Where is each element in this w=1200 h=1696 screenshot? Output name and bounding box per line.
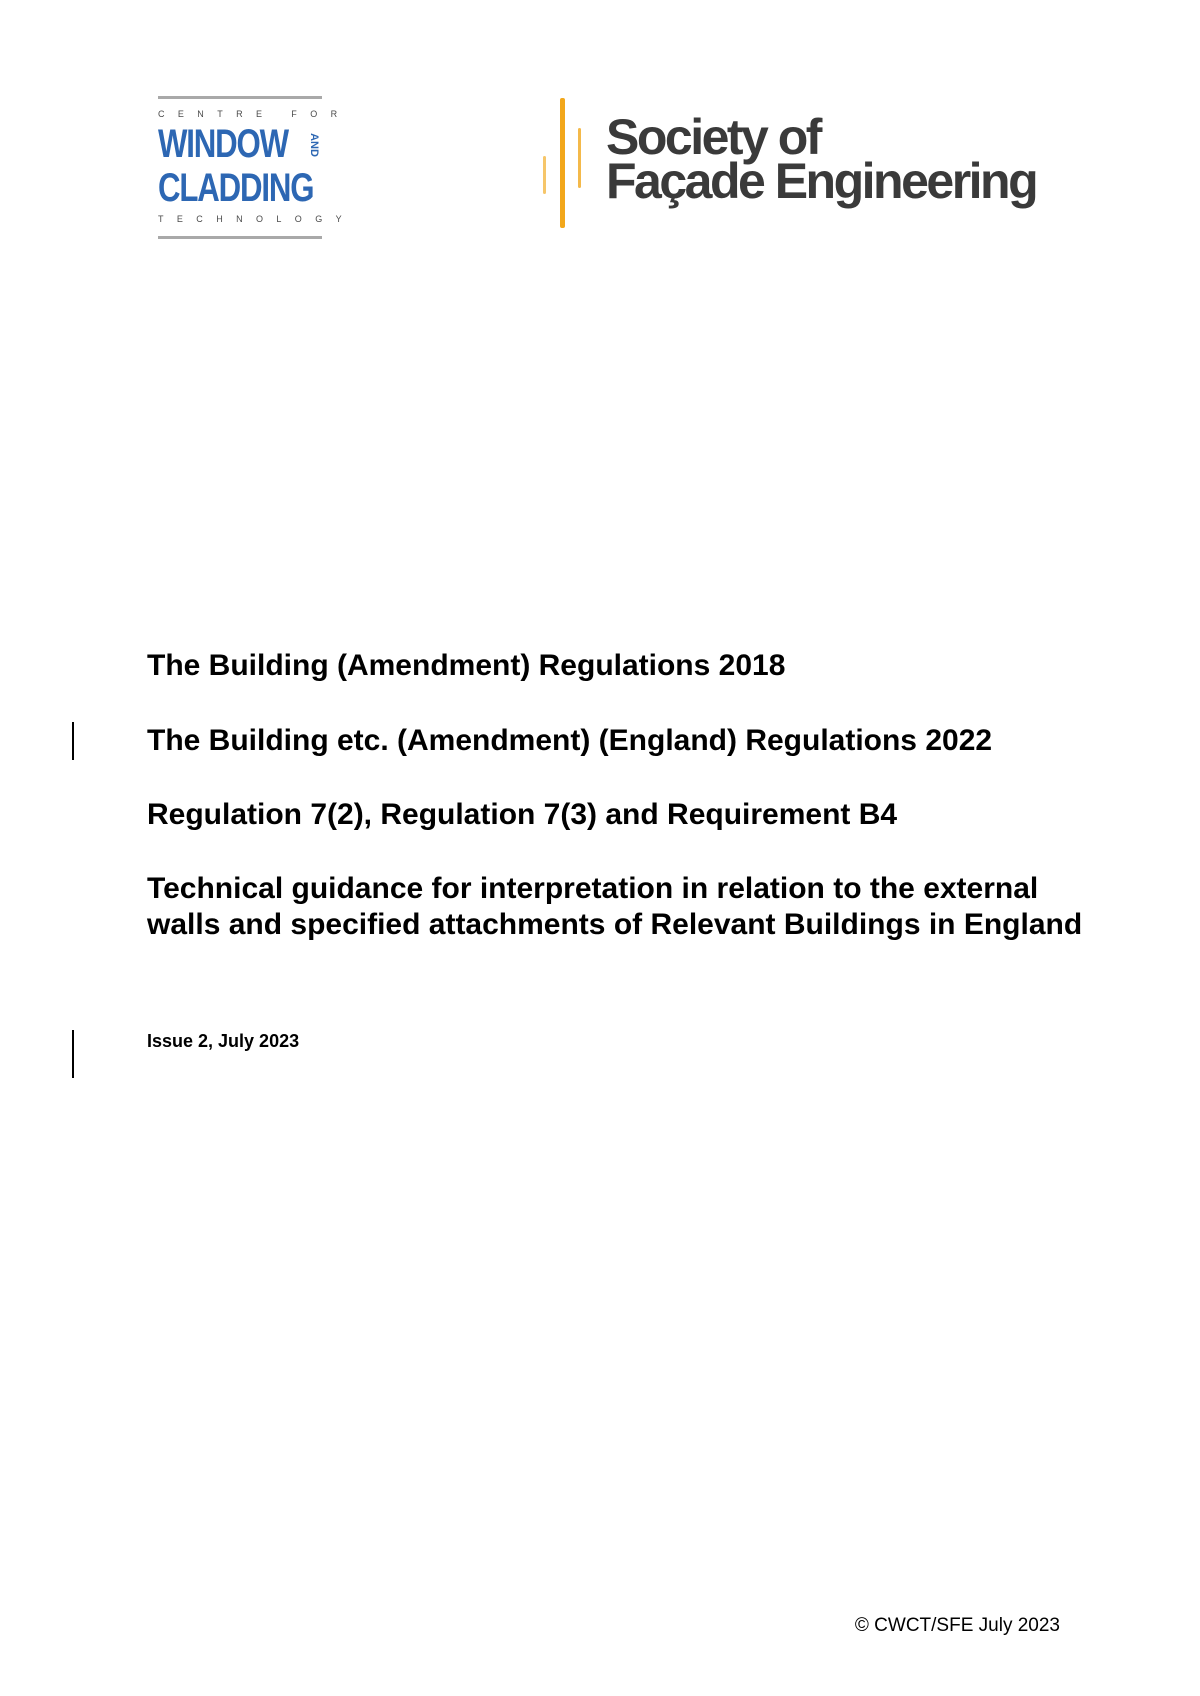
- sfe-logo-line2: Façade Engineering: [606, 153, 1037, 209]
- cwct-logo-top-text: CENTRE FOR: [158, 109, 351, 119]
- cwct-logo-bottom-rule: [158, 236, 322, 239]
- sfe-logo-line1: Society of: [606, 109, 820, 165]
- cwct-logo-top-rule: [158, 96, 322, 99]
- cwct-logo-window-text: WINDOW: [158, 122, 288, 166]
- cwct-logo-and-text: AND: [308, 133, 320, 157]
- heading-building-amendment-2018: The Building (Amendment) Regulations 2018: [147, 649, 786, 682]
- cwct-logo-and: [308, 126, 321, 166]
- heading-building-amendment-2022: The Building etc. (Amendment) (England) Regulations 2022: [147, 724, 993, 757]
- sfe-logo-bar: [578, 128, 581, 188]
- issue-date: Issue 2, July 2023: [147, 1031, 300, 1051]
- heading-regulation-7: Regulation 7(2), Regulation 7(3) and Requirement B4: [147, 798, 898, 831]
- cwct-logo-cladding-text: CLADDING: [158, 166, 314, 210]
- copyright-notice: © CWCT/SFE July 2023: [854, 1615, 1060, 1636]
- cwct-logo-bottom-text: TECHNOLOGY: [158, 214, 356, 224]
- revision-change-bar: [72, 722, 74, 760]
- sfe-logo-bar: [560, 98, 565, 228]
- revision-change-bar: [72, 1030, 74, 1078]
- cwct-logo: [158, 96, 356, 240]
- sfe-logo: [540, 98, 1060, 228]
- sfe-logo-bar: [543, 156, 546, 194]
- heading-technical-guidance: Technical guidance for interpretation in relation to the external walls and specified attachments of Relevant Buildings in England: [147, 872, 1083, 941]
